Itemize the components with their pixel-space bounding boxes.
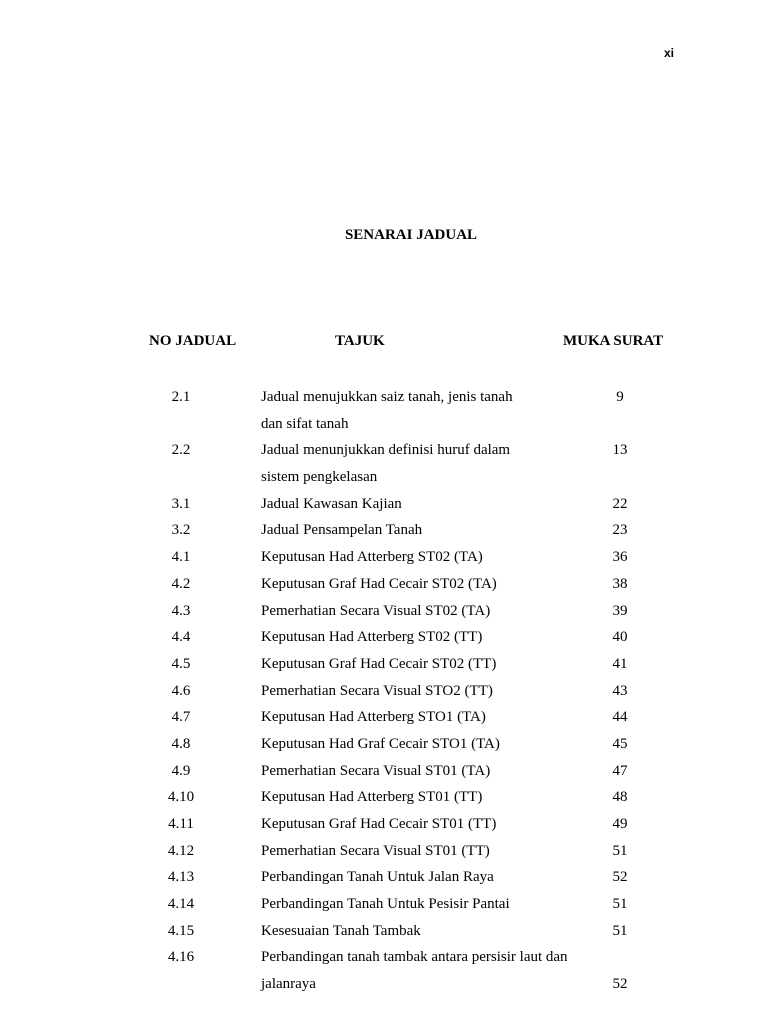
- list-item: [0, 571, 768, 598]
- table-caption: [261, 678, 591, 705]
- page-reference: 51: [612, 896, 628, 913]
- table-number: 4.9: [171, 762, 191, 779]
- table-number: 4.12: [167, 842, 195, 859]
- table-number: 3.2: [171, 522, 191, 539]
- caption-line: jalanraya: [261, 976, 316, 993]
- caption-line: Jadual Pensampelan Tanah: [261, 522, 423, 539]
- table-number: 4.16: [167, 949, 195, 966]
- caption-line: Keputusan Graf Had Cecair ST02 (TT): [261, 655, 497, 672]
- page-reference: 9: [616, 389, 624, 405]
- caption-line: Pemerhatian Secara Visual ST01 (TA): [261, 762, 491, 779]
- caption-line: dan sifat tanah: [261, 415, 349, 432]
- caption-line: Kesesuaian Tanah Tambak: [261, 922, 421, 939]
- list-item: [0, 678, 768, 705]
- table-number: 4.14: [167, 896, 195, 913]
- header-caption: TAJUK: [335, 333, 385, 349]
- table-caption: [261, 571, 591, 598]
- table-caption: [261, 598, 591, 625]
- list-item: [0, 758, 768, 785]
- table-number: 4.11: [168, 816, 194, 832]
- caption-line: Keputusan Had Atterberg STO1 (TA): [261, 709, 486, 726]
- page-reference: 47: [612, 762, 628, 779]
- table-caption: [261, 918, 591, 945]
- table-number: 4.5: [171, 655, 191, 672]
- table-caption: [261, 437, 591, 490]
- table-number: 4.7: [171, 709, 191, 726]
- table-number: 2.2: [171, 442, 191, 459]
- caption-line: Jadual Kawasan Kajian: [261, 495, 402, 512]
- table-caption: [261, 704, 591, 731]
- page-reference: 38: [612, 575, 628, 592]
- table-number: 4.13: [167, 869, 195, 886]
- table-number: 4.3: [171, 602, 191, 619]
- caption-line: Keputusan Had Graf Cecair STO1 (TA): [261, 735, 500, 752]
- table-number: 4.15: [167, 922, 195, 939]
- list-item: [0, 731, 768, 758]
- table-caption: [261, 838, 591, 865]
- page-reference: 52: [612, 869, 628, 886]
- table-caption: [261, 784, 591, 811]
- list-item: [0, 891, 768, 918]
- caption-line: Keputusan Graf Had Cecair ST02 (TA): [261, 575, 497, 592]
- page-reference: 52: [612, 976, 628, 993]
- table-caption: [261, 491, 591, 518]
- caption-line: Keputusan Had Atterberg ST02 (TT): [261, 629, 483, 646]
- table-number: 4.6: [171, 682, 191, 699]
- caption-line: Perbandingan Tanah Untuk Jalan Raya: [261, 869, 494, 886]
- table-caption: [261, 758, 591, 785]
- page-reference: 40: [612, 629, 628, 646]
- caption-line: Pemerhatian Secara Visual ST02 (TA): [261, 602, 491, 619]
- list-item: [0, 704, 768, 731]
- table-list: [0, 384, 768, 998]
- table-caption: [261, 891, 591, 918]
- page-reference: 39: [612, 602, 628, 619]
- header-table-number: NO JADUAL: [149, 333, 237, 349]
- list-item: [0, 918, 768, 945]
- table-caption: [261, 731, 591, 758]
- table-number: 4.2: [171, 575, 191, 592]
- page-reference: 36: [612, 549, 628, 566]
- caption-line: Keputusan Graf Had Cecair ST01 (TT): [261, 816, 497, 832]
- list-item: [0, 598, 768, 625]
- page-reference: 49: [612, 816, 628, 832]
- table-caption: [261, 544, 591, 571]
- list-item: [0, 838, 768, 865]
- page-reference: 22: [612, 495, 628, 512]
- table-number: 4.1: [171, 549, 191, 566]
- table-caption: [261, 384, 591, 437]
- page-reference: 48: [612, 789, 628, 806]
- page-reference: 23: [612, 522, 628, 539]
- caption-line: Keputusan Had Atterberg ST01 (TT): [261, 789, 483, 806]
- list-item: [0, 784, 768, 811]
- page-title: SENARAI JADUAL: [344, 227, 478, 243]
- list-item: [0, 437, 768, 490]
- page-reference: 44: [612, 709, 628, 726]
- caption-line: Perbandingan Tanah Untuk Pesisir Pantai: [261, 896, 510, 913]
- page-reference: 41: [612, 655, 628, 672]
- table-number: 4.10: [167, 789, 195, 806]
- table-caption: [261, 651, 591, 678]
- list-item: [0, 491, 768, 518]
- table-caption: [261, 517, 591, 544]
- list-item: [0, 811, 768, 838]
- page-reference: 51: [612, 922, 628, 939]
- list-item: [0, 384, 768, 437]
- caption-line: sistem pengkelasan: [261, 469, 378, 486]
- page-reference: 13: [612, 442, 628, 459]
- caption-line: Keputusan Had Atterberg ST02 (TA): [261, 549, 483, 566]
- caption-line: Pemerhatian Secara Visual ST01 (TT): [261, 842, 490, 859]
- page-number: xi: [664, 46, 675, 60]
- list-item: [0, 864, 768, 891]
- page-reference: 43: [612, 682, 628, 699]
- table-number: 4.8: [171, 735, 191, 752]
- table-caption: [261, 864, 591, 891]
- list-item: [0, 944, 768, 997]
- page-reference: 51: [612, 842, 628, 859]
- table-caption: [261, 811, 591, 838]
- list-item: [0, 624, 768, 651]
- table-caption: [261, 624, 591, 651]
- caption-line: Jadual menujukkan saiz tanah, jenis tanah: [261, 389, 513, 405]
- header-page-number: MUKA SURAT: [563, 333, 664, 349]
- caption-line: Perbandingan tanah tambak antara persisir laut dan: [261, 949, 568, 966]
- page-reference: 45: [612, 735, 628, 752]
- caption-line: Pemerhatian Secara Visual STO2 (TT): [261, 682, 493, 699]
- list-item: [0, 544, 768, 571]
- table-number: 4.4: [171, 629, 191, 646]
- table-number: 3.1: [171, 495, 191, 512]
- list-item: [0, 517, 768, 544]
- caption-line: Jadual menunjukkan definisi huruf dalam: [261, 442, 511, 459]
- table-caption: [261, 944, 591, 997]
- list-item: [0, 651, 768, 678]
- table-number: 2.1: [171, 389, 191, 405]
